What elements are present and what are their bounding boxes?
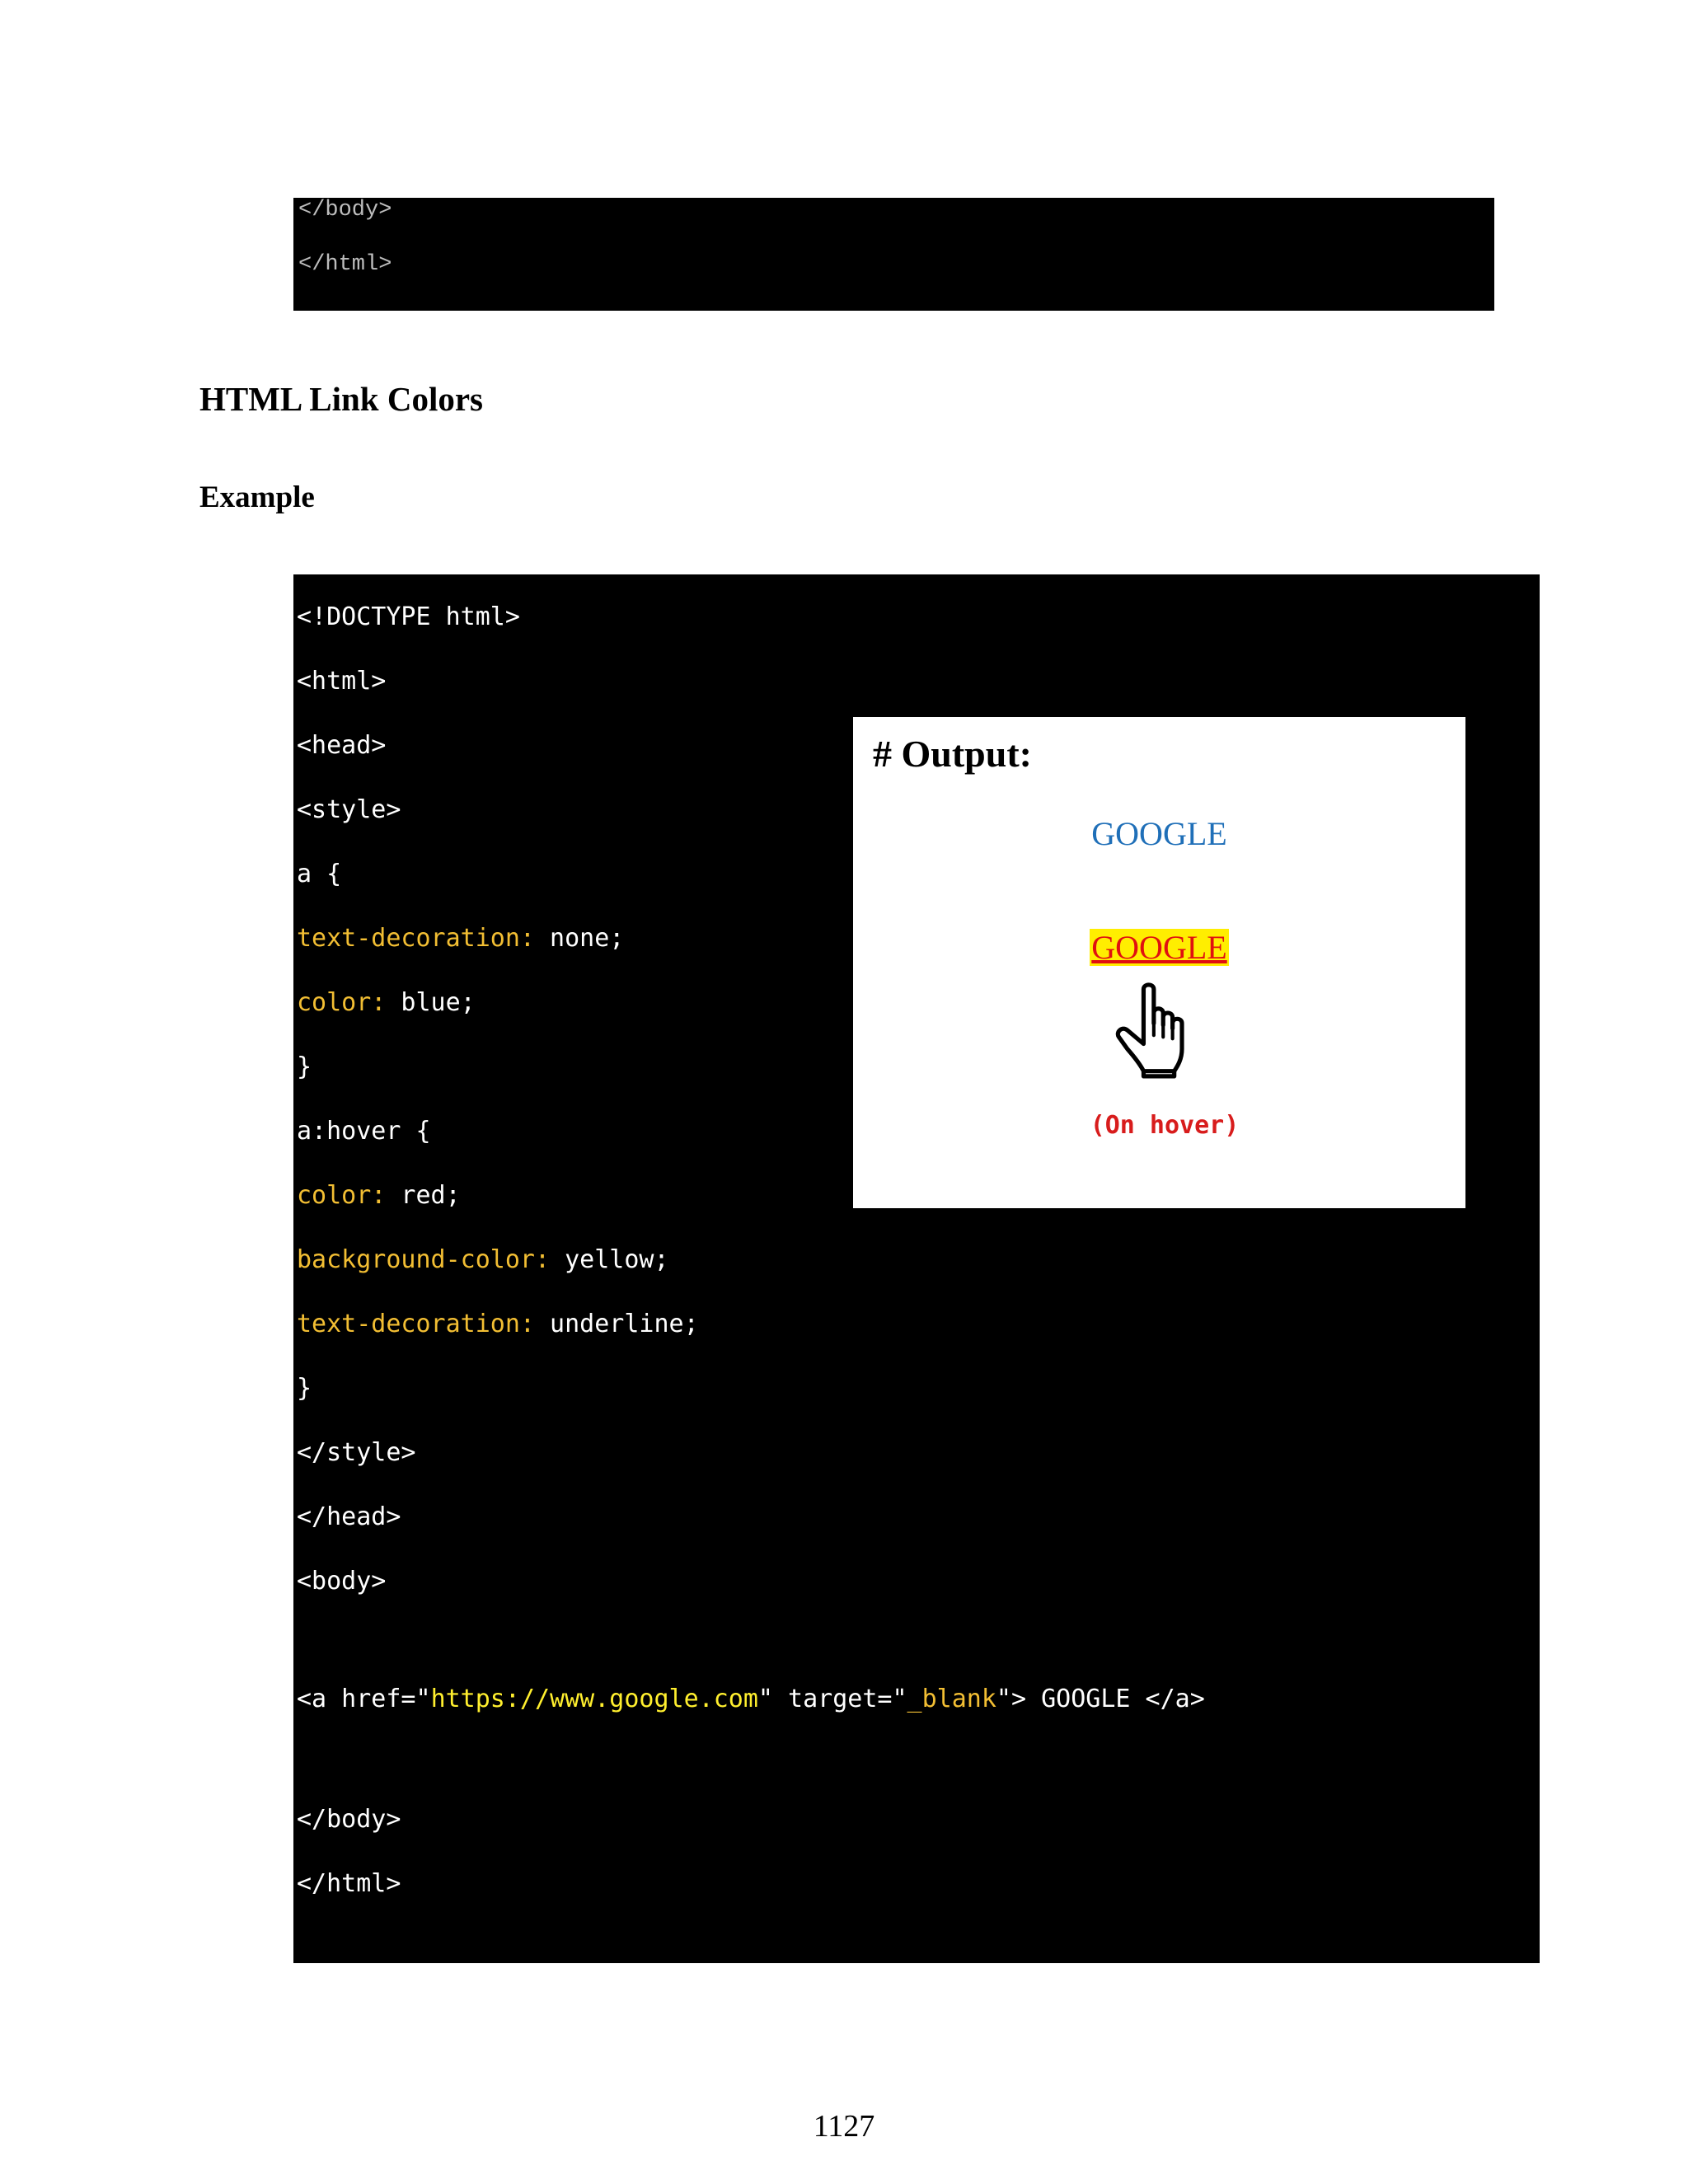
code-line: </html> — [297, 1869, 401, 1898]
code-token: <a href=" — [297, 1685, 431, 1713]
code-line: <style> — [297, 795, 401, 824]
css-value: blue; — [386, 988, 476, 1017]
pointing-hand-icon — [1114, 981, 1200, 1080]
section-heading: HTML Link Colors — [199, 380, 484, 418]
page-number: 1127 — [813, 2109, 875, 2144]
css-property: text-decoration: — [297, 924, 535, 953]
code-target: _blank — [907, 1685, 996, 1713]
code-block-top — [293, 198, 1494, 311]
css-value: red; — [386, 1181, 461, 1210]
hover-caption: (On hover) — [1090, 1111, 1240, 1140]
css-property: color: — [297, 988, 387, 1017]
code-line: </head> — [297, 1502, 401, 1531]
code-line: </style> — [297, 1438, 416, 1467]
code-token: "> GOOGLE </a> — [996, 1685, 1205, 1713]
code-line: </html> — [298, 252, 392, 277]
code-line — [297, 988, 476, 1018]
code-line: <!DOCTYPE html> — [297, 602, 520, 631]
css-property: text-decoration: — [297, 1310, 535, 1338]
code-line: } — [297, 1374, 312, 1403]
output-title: # Output: — [873, 733, 1032, 775]
css-value: underline; — [534, 1310, 699, 1338]
example-heading: Example — [199, 480, 315, 514]
code-line — [297, 1245, 669, 1275]
code-line: <head> — [297, 731, 387, 760]
google-link-hovered[interactable]: GOOGLE — [1091, 929, 1227, 966]
code-line: a { — [297, 860, 342, 888]
output-preview — [853, 717, 1465, 1208]
code-line: <html> — [297, 667, 387, 696]
code-line — [297, 1181, 461, 1211]
google-link-hover-row — [853, 928, 1465, 967]
code-line — [297, 1685, 1205, 1714]
code-line — [297, 1310, 699, 1339]
code-token: " target=" — [757, 1685, 907, 1713]
code-line: a:hover { — [297, 1117, 431, 1146]
css-value: none; — [534, 924, 625, 953]
code-line: </body> — [297, 1805, 401, 1834]
code-line: <body> — [297, 1567, 387, 1596]
code-url: https://www.google.com — [430, 1685, 758, 1713]
code-line — [297, 924, 624, 954]
code-line: } — [297, 1052, 312, 1081]
css-property: background-color: — [297, 1245, 551, 1274]
css-property: color: — [297, 1181, 387, 1210]
code-line: </body> — [298, 198, 392, 223]
google-link[interactable]: GOOGLE — [1091, 815, 1227, 852]
css-value: yellow; — [550, 1245, 669, 1274]
